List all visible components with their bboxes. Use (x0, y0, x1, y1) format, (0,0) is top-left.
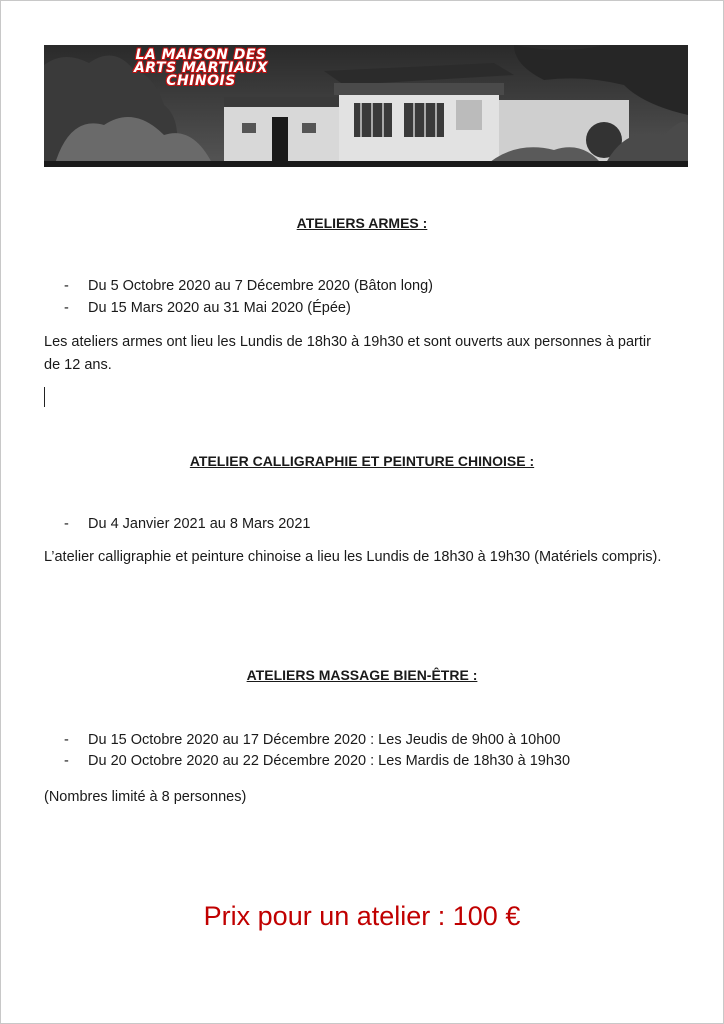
banner-title (106, 49, 296, 88)
list-dash: - (64, 516, 69, 532)
list-dash: - (64, 732, 69, 748)
banner-title-line-2: ARTS MARTIAUX (133, 60, 269, 76)
list-dash: - (64, 300, 69, 316)
list-item-text: Du 5 Octobre 2020 au 7 Décembre 2020 (Bâton long) (88, 278, 433, 294)
list-item (64, 278, 433, 294)
section-note: (Nombres limité à 8 personnes) (44, 789, 247, 805)
list-item-text: Du 4 Janvier 2021 au 8 Mars 2021 (88, 516, 311, 532)
section-paragraph: Les ateliers armes ont lieu les Lundis de 18h30 à 19h30 et sont ouverts aux personnes à partir de 12 ans. (44, 334, 651, 373)
banner-title-line-1: LA MAISON DES (135, 47, 267, 63)
banner-title-line-3: CHINOIS (166, 73, 236, 89)
list-item-text: Du 15 Octobre 2020 au 17 Décembre 2020 : Les Jeudis de 9h00 à 10h00 (88, 732, 561, 748)
list-item (64, 516, 310, 532)
section-heading-calligraphie: ATELIER CALLIGRAPHIE ET PEINTURE CHINOISE : (189, 453, 535, 469)
section-paragraph: L’atelier calligraphie et peinture chinoise a lieu les Lundis de 18h30 à 19h30 (Matériels compris). (44, 549, 662, 565)
list-item (64, 753, 570, 769)
text-cursor (44, 387, 45, 407)
section-heading-massage: ATELIERS MASSAGE BIEN-ÊTRE : (246, 667, 478, 683)
list-dash: - (64, 278, 69, 294)
list-dash: - (64, 753, 69, 769)
header-banner (44, 45, 688, 167)
list-item (64, 300, 351, 316)
list-item-text: Du 20 Octobre 2020 au 22 Décembre 2020 : Les Mardis de 18h30 à 19h30 (88, 753, 571, 769)
section-heading-ateliers-armes: ATELIERS ARMES : (296, 215, 428, 231)
list-item (64, 732, 560, 748)
list-item-text: Du 15 Mars 2020 au 31 Mai 2020 (Épée) (88, 300, 351, 316)
price-text: Prix pour un atelier : 100 € (203, 901, 521, 931)
